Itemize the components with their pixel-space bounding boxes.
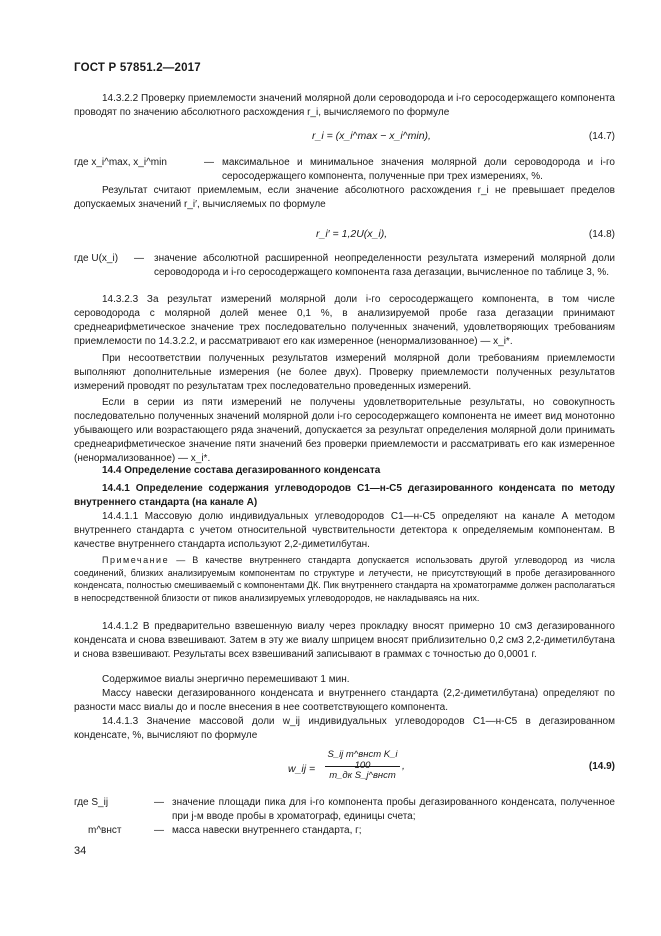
definition-symbol: где U(x_i) [74, 253, 119, 264]
note-block [74, 554, 615, 604]
definition-symbol: m^внст [88, 825, 122, 836]
section-heading-14-4: 14.4 Определение состава дегазированного конденсата [102, 465, 381, 476]
equation-14-9-lhs: w_ij = [288, 763, 316, 775]
note-text: — В качестве внутреннего стандарта допускается использовать другой углеводород из числа соединений, близких анализируемым компонентам по структуре и летучести, не присутствующий в пробе дегазированного конденсата, полностью смешиваемый с компонентами ДК. Пик внутреннего стандарта на хроматограмме должен располагаться в непосредственной близости от пиков анализируемых углеводородов, не накладываясь на них. [74, 555, 615, 603]
definition-dash: — [134, 253, 144, 264]
definition-text: значение площади пика для i-го компонента пробы дегазированного конденсата, полученное при j-м вводе пробы в хроматограф, единицы счета; [172, 797, 615, 822]
paragraph-14-4-1-1: 14.4.1.1 Массовую долю индивидуальных углеводородов C1—н-C5 определяют на канале А методом внутреннего стандарта с учетом относительной чувствительности детектора к определяемым компонентам. В качестве внутреннего стандарта используют 2,2-диметилбутан. [74, 511, 615, 550]
equation-14-7: r_i = (x_i^max − x_i^min), [312, 130, 431, 142]
definition-dash: — [154, 825, 164, 836]
definition-14-9-peak-area [74, 796, 615, 824]
definition-symbol: где S_ij [74, 797, 109, 808]
paragraph-14-4-1-3: 14.4.1.3 Значение массовой доли w_ij индивидуальных углеводородов C1—н-C5 в дегазированном конденсате, %, вычисляют по формуле [74, 716, 615, 741]
definition-14-7 [74, 156, 615, 184]
paragraph-14-3-2-3: 14.3.2.3 За результат измерений молярной доли i-го серосодержащего компонента, в том числе сероводорода с молярной долей менее 0,1 %, в анализируемой пробе газа дегазации принимают среднеарифметическое значение трех последовательно полученных значений, удовлетворяющих требованиям приемлемости по 14.3.2.2, и рассматривают его как измеренное (ненормализованное) — x_i*. [74, 294, 615, 347]
page-number: 34 [74, 845, 87, 857]
equation-number-14-7: (14.7) [588, 131, 615, 142]
definition-symbol: где x_i^max, x_i^min [74, 157, 167, 168]
paragraph-14-4-1-2: 14.4.1.2 В предварительно взвешенную виалу через прокладку вносят примерно 10 см3 дегазированного конденсата и снова взвешивают. Затем в эту же виалу шприцем вносят приблизительно 0,2 см3 2,2-диметилбутана и снова взвешивают. Результаты всех взвешиваний записывают в граммах с точностью до 0,0001 г. [74, 621, 615, 660]
paragraph-mixing: Содержимое виалы энергично перемешивают 1 мин. [102, 674, 350, 685]
definition-14-8 [74, 252, 615, 294]
definition-14-9-internal-standard-mass [74, 824, 615, 838]
equation-14-9-fraction-bar [325, 766, 400, 767]
equation-number-14-8: (14.8) [588, 229, 615, 240]
definition-text: значение абсолютной расширенной неопределенности результата измерений молярной доли сероводорода и i-го серосодержащего компонента газа дегазации, вычисленное по таблице 3, %. [154, 253, 615, 278]
paragraph-nonconformity: При несоответствии полученных результатов измерений молярной доли требованиям приемлемости выполняют дополнительные измерения (не более двух). Проверку приемлемости полученных результатов измерений проводят по результатам трех последовательно проведенных измерений. [74, 353, 615, 392]
equation-number-14-9: (14.9) [588, 761, 615, 772]
equation-14-9-numerator: S_ij m^внст K_i 100 [327, 749, 398, 771]
paragraph-sample-mass: Массу навески дегазированного конденсата и внутреннего стандарта (2,2-диметилбутана) определяют по разности масс виалы до и после внесения в нее соответствующего компонента. [74, 688, 615, 713]
page-header: ГОСТ Р 57851.2—2017 [74, 62, 201, 74]
definition-text: максимальное и минимальное значения молярной доли сероводорода и i-го серосодержащего компонента, полученные при трех измерениях, %. [222, 157, 615, 182]
definition-dash: — [154, 797, 164, 808]
paragraph-acceptance: Результат считают приемлемым, если значение абсолютного расхождения r_i не превышает пределов допускаемых значений r_i′, вычисляемых по формуле [74, 185, 615, 210]
subsection-heading-14-4-1: 14.4.1 Определение содержания углеводородов C1—н-C5 дегазированного конденсата по методу внутреннего стандарта (на канале А) [74, 483, 615, 508]
definition-text: масса навески внутреннего стандарта, г; [172, 825, 362, 836]
note-label: Примечание [102, 555, 170, 565]
definition-dash: — [204, 157, 214, 168]
paragraph-five-series: Если в серии из пяти измерений не получены удовлетворительные результаты, но совокупность последовательно полученных значений молярной доли i-го серосодержащего компонента не имеет вид монотонно убывающего или возрастающего ряда значений, допускается за результат определения молярной доли принимать среднеарифметическое значение пяти значений без проверки приемлемости и рассматривать его как измеренное (ненормализованное) — x_i*. [74, 397, 615, 464]
equation-14-8: r_i′ = 1,2U(x_i), [316, 228, 388, 240]
equation-14-9-tail: , [402, 760, 405, 772]
equation-14-9-denominator: m_дк S_j^внст [329, 770, 396, 781]
paragraph-14-3-2-2: 14.3.2.2 Проверку приемлемости значений молярной доли сероводорода и i-го серосодержащего компонента проводят по значению абсолютного расхождения r_i, вычисляемого по формуле [74, 93, 615, 118]
